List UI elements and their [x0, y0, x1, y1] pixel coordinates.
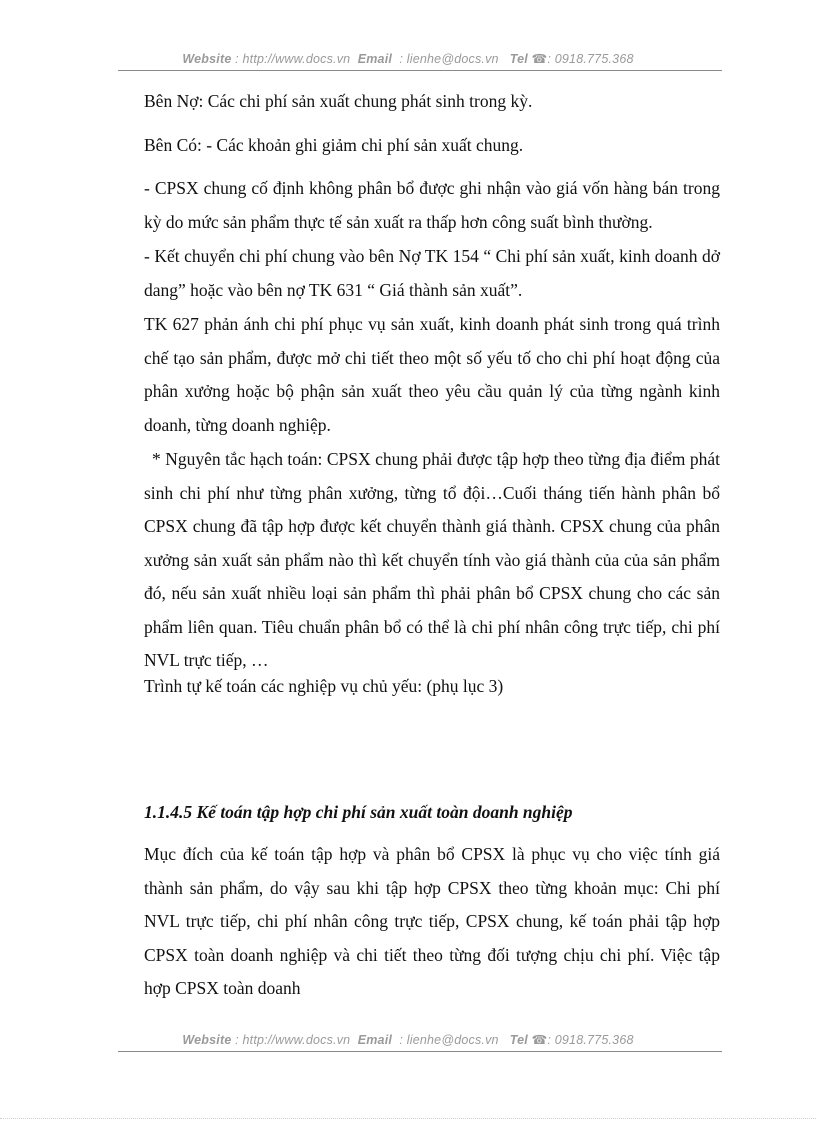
- paragraph-principle: * Nguyên tắc hạch toán: CPSX chung phải được tập hợp theo từng địa điểm phát sinh chi phí như từng phân xưởng, từng tổ đội…Cuối tháng tiến hành phân bổ CPSX chung đã tập hợp được kết chuyển thành giá thành. CPSX chung của phân xưởng sản xuất sản phẩm nào thì kết chuyển tính vào giá thành của của sản phẩm đó, nếu sản xuất nhiều loại sản phẩm thì phải phân bổ CPSX chung cho các sản phẩm liên quan. Tiêu chuẩn phân bổ có thể là chi phí nhân công trực tiếp, chi phí NVL trực tiếp, …: [144, 449, 720, 670]
- footer-tel-value: : 0918.775.368: [547, 1033, 634, 1047]
- paragraph-transfer: - Kết chuyển chi phí chung vào bên Nợ TK 154 “ Chi phí sản xuất, kinh doanh dở dang” hoặc vào bên nợ TK 631 “ Giá thành sản xuất”.: [144, 246, 720, 300]
- header-website-link[interactable]: : http://www.docs.vn: [235, 52, 351, 66]
- paragraph-purpose: Mục đích của kế toán tập hợp và phân bổ CPSX là phục vụ cho việc tính giá thành sản phẩm, do vậy sau khi tập hợp CPSX theo từng khoản mục: Chi phí NVL trực tiếp, chi phí nhân công trực tiếp, CPSX chung, kế toán phải tập hợp CPSX toàn doanh nghiệp và chi tiết theo từng đối tượng chịu chi phí. Việc tập hợp CPSX toàn doanh: [144, 844, 720, 998]
- page-header: [0, 51, 816, 66]
- page-footer: [0, 1032, 816, 1047]
- page-edge: [0, 1118, 816, 1119]
- header-website-label: Website: [182, 52, 232, 66]
- section-heading: 1.1.4.5 Kế toán tập hợp chi phí sản xuất toàn doanh nghiệp: [144, 802, 573, 822]
- header-tel-label: Tel: [509, 52, 528, 66]
- footer-website-label: Website: [182, 1033, 232, 1047]
- footer-rule: [118, 1051, 722, 1052]
- footer-email-link[interactable]: : lienhe@docs.vn: [399, 1033, 499, 1047]
- header-tel-value: : 0918.775.368: [547, 52, 634, 66]
- footer-website-link[interactable]: : http://www.docs.vn: [235, 1033, 351, 1047]
- paragraph-credit: Bên Có: - Các khoản ghi giảm chi phí sản xuất chung.: [144, 135, 524, 155]
- phone-icon: ☎: [531, 52, 548, 66]
- paragraph-fixed-cost: [144, 172, 720, 239]
- paragraph-tk627: TK 627 phản ánh chi phí phục vụ sản xuất, kinh doanh phát sinh trong quá trình chế tạo sản phẩm, được mở chi tiết theo một số yếu tố cho chi phí hoạt động của phân xưởng hoặc bộ phận sản xuất theo yêu cầu quản lý của từng ngành kinh doanh, từng doanh nghiệp.: [144, 314, 720, 435]
- phone-icon: ☎: [531, 1033, 548, 1047]
- footer-email-label: Email: [357, 1033, 393, 1047]
- paragraph-sequence: Trình tự kế toán các nghiệp vụ chủ yếu: (phụ lục 3): [144, 676, 504, 696]
- header-email-label: Email: [357, 52, 393, 66]
- footer-tel-label: Tel: [509, 1033, 528, 1047]
- header-email-link[interactable]: : lienhe@docs.vn: [399, 52, 499, 66]
- paragraph-fixed-cost-text: - CPSX chung cố định không phân bổ được ghi nhận vào giá vốn hàng bán trong kỳ do mức sản phẩm thực tế sản xuất ra thấp hơn công suất bình thường.: [144, 178, 720, 232]
- header-rule: [118, 70, 722, 71]
- paragraph-debit: Bên Nợ: Các chi phí sản xuất chung phát sinh trong kỳ.: [144, 91, 533, 111]
